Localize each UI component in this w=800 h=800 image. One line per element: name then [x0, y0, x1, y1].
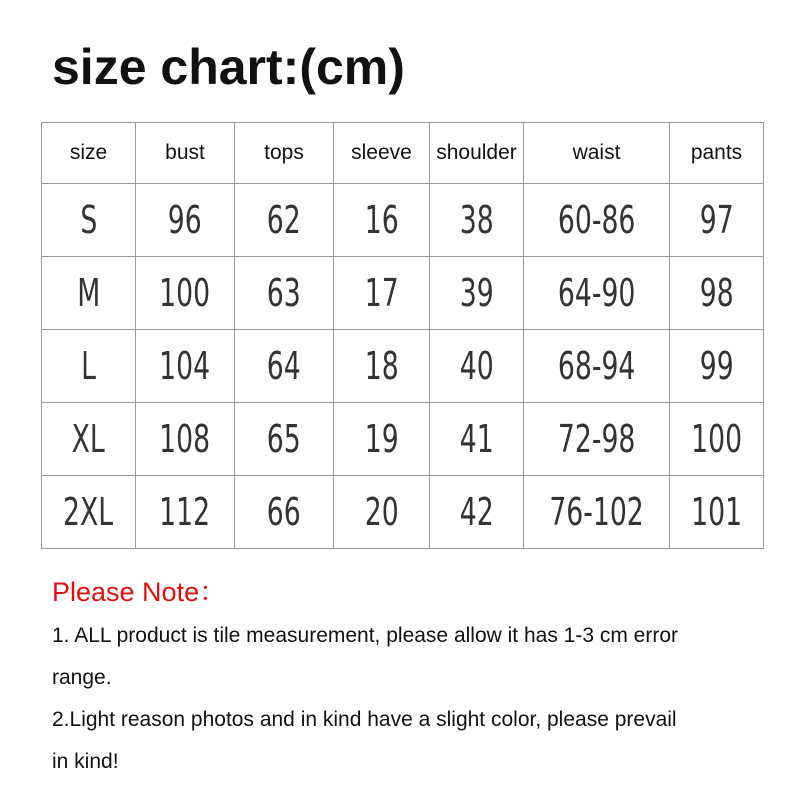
table-cell: 63: [235, 257, 334, 330]
column-header-waist: waist: [524, 123, 670, 184]
table-cell: 2XL: [42, 476, 136, 549]
table-cell: 112: [136, 476, 235, 549]
table-cell: 99: [670, 330, 764, 403]
table-cell: 60-86: [524, 184, 670, 257]
column-header-pants: pants: [670, 123, 764, 184]
table-cell: 97: [670, 184, 764, 257]
table-cell: 39: [430, 257, 524, 330]
table-cell: 66: [235, 476, 334, 549]
note-line-2: 2.Light reason photos and in kind have a slight color, please prevail: [52, 708, 677, 731]
column-header-shoulder: shoulder: [430, 123, 524, 184]
table-cell: 65: [235, 403, 334, 476]
table-cell: M: [42, 257, 136, 330]
column-header-size: size: [42, 123, 136, 184]
note-line-1: 1. ALL product is tile measurement, please allow it has 1-3 cm error: [52, 624, 679, 647]
table-row: [42, 184, 764, 257]
table-cell: 68-94: [524, 330, 670, 403]
table-cell: 42: [430, 476, 524, 549]
table-header-row: [42, 123, 764, 184]
table-cell: S: [42, 184, 136, 257]
table-cell: XL: [42, 403, 136, 476]
size-chart-table: [41, 122, 764, 549]
table-cell: 104: [136, 330, 235, 403]
table-cell: 41: [430, 403, 524, 476]
table-cell: 64-90: [524, 257, 670, 330]
table-cell: 20: [334, 476, 430, 549]
table-row: [42, 403, 764, 476]
table-cell: 40: [430, 330, 524, 403]
table-cell: 19: [334, 403, 430, 476]
note-line-2-continued: in kind!: [52, 750, 119, 773]
note-line-1-continued: range.: [52, 666, 112, 689]
table-cell: 16: [334, 184, 430, 257]
table-cell: 96: [136, 184, 235, 257]
page-title: size chart:(cm): [52, 39, 405, 95]
table-cell: L: [42, 330, 136, 403]
table-cell: 101: [670, 476, 764, 549]
table-cell: 100: [136, 257, 235, 330]
column-header-tops: tops: [235, 123, 334, 184]
table-cell: 17: [334, 257, 430, 330]
column-header-sleeve: sleeve: [334, 123, 430, 184]
note-title: Please Note：: [52, 577, 227, 607]
table-cell: 108: [136, 403, 235, 476]
table-cell: 64: [235, 330, 334, 403]
column-header-bust: bust: [136, 123, 235, 184]
table-row: [42, 330, 764, 403]
table-cell: 100: [670, 403, 764, 476]
table-cell: 72-98: [524, 403, 670, 476]
table-cell: 62: [235, 184, 334, 257]
table-cell: 76-102: [524, 476, 670, 549]
table-cell: 18: [334, 330, 430, 403]
table-row: [42, 257, 764, 330]
table-cell: 98: [670, 257, 764, 330]
table-cell: 38: [430, 184, 524, 257]
table-row: [42, 476, 764, 549]
